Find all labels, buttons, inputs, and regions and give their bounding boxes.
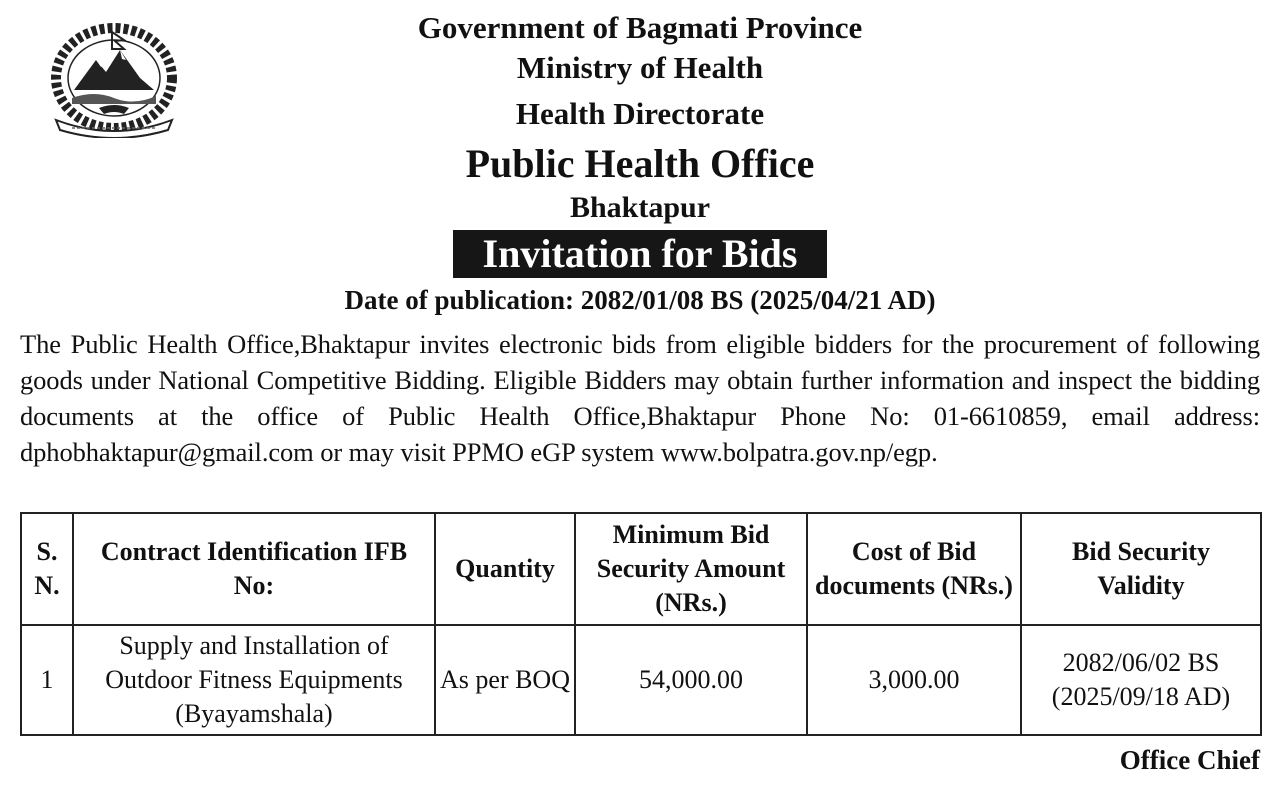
- bid-table: [20, 512, 1262, 736]
- signatory: Office Chief: [1119, 745, 1260, 775]
- notice-header: [0, 8, 1280, 318]
- table-header-row: [21, 513, 1261, 625]
- table-row: [21, 625, 1261, 735]
- header-contract-id: Contract Identification IFB No:: [73, 513, 435, 625]
- header-min-bid-security: Minimum Bid Security Amount (NRs.): [575, 513, 807, 625]
- government-title: Government of Bagmati Province: [417, 10, 863, 45]
- notice-title: Invitation for Bids: [453, 230, 828, 278]
- header-bid-validity: Bid Security Validity: [1021, 513, 1261, 625]
- cell-bid-validity: 2082/06/02 BS (2025/09/18 AD): [1021, 625, 1261, 735]
- cell-quantity: As per BOQ: [435, 625, 575, 735]
- district-title: Bhaktapur: [569, 191, 711, 224]
- header-sn: S. N.: [21, 513, 73, 625]
- cell-sn: 1: [21, 625, 73, 735]
- ministry-title: Ministry of Health: [516, 50, 764, 85]
- cell-contract: Supply and Installation of Outdoor Fitness Equipments (Byayamshala): [73, 625, 435, 735]
- cell-cost-bid-docs: 3,000.00: [807, 625, 1021, 735]
- header-quantity: Quantity: [435, 513, 575, 625]
- notice-body-text: The Public Health Office,Bhaktapur invites electronic bids from eligible bidders for the procurement of following goods under National Competitive Bidding. Eligible Bidders may obtain further information and inspect the bidding documents at the office of Public Health Office,Bhaktapur Phone No: 01-6610859, email address: dphobhaktapur@gmail.com or may visit PPMO eGP system www.bolpatra.gov.np/egp.: [20, 329, 1260, 467]
- office-title: Public Health Office: [465, 141, 815, 186]
- publication-date: Date of publication: 2082/01/08 BS (2025/04/21 AD): [344, 285, 936, 315]
- cell-min-bid-security: 54,000.00: [575, 625, 807, 735]
- header-cost-bid-docs: Cost of Bid documents (NRs.): [807, 513, 1021, 625]
- directorate-title: Health Directorate: [515, 96, 765, 131]
